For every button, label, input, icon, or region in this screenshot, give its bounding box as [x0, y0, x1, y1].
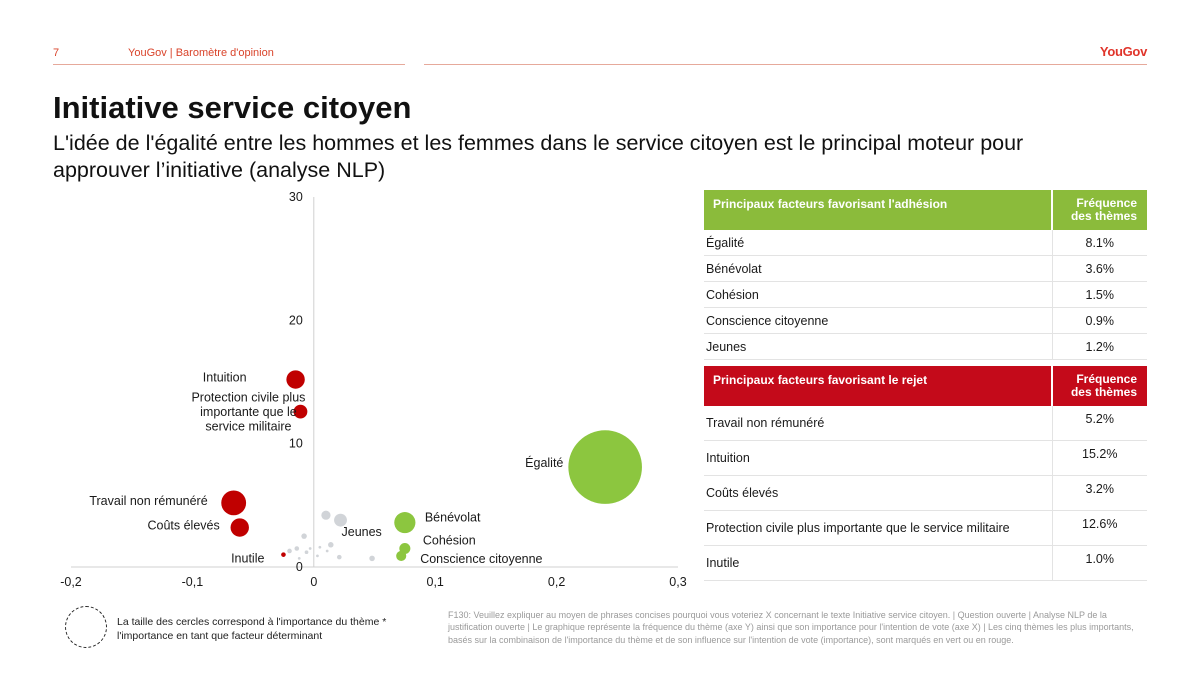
row-label: Bénévolat [704, 256, 1052, 282]
favorable-bubble [394, 512, 415, 533]
yougov-logo: YouGov [1099, 44, 1147, 59]
table-row [704, 282, 1147, 308]
table-row [704, 476, 1147, 511]
data-label: Coûts élevés [147, 518, 220, 533]
other-theme-bubble [301, 533, 307, 539]
rejet-bubble [286, 370, 304, 388]
x-tick-label: 0,3 [669, 575, 687, 589]
size-legend-circle-icon [65, 606, 107, 648]
other-theme-bubble [337, 555, 342, 560]
data-label: Travail non rémunéré [89, 493, 208, 508]
row-label: Cohésion [704, 282, 1052, 308]
row-value: 1.2% [1052, 334, 1147, 360]
other-theme-bubble [316, 555, 319, 558]
data-label: Intuition [202, 370, 247, 385]
row-value: 8.1% [1052, 230, 1147, 256]
data-label: Inutile [231, 551, 265, 566]
favorable-header-label: Principaux facteurs favorisant l'adhésion [704, 190, 1052, 230]
x-tick-label: 0 [310, 575, 318, 589]
x-tick-label: 0,1 [426, 575, 444, 589]
table-row [704, 256, 1147, 282]
row-label: Protection civile plus importante que le service militaire [704, 511, 1052, 546]
other-theme-bubble [309, 547, 312, 550]
row-value: 5.2% [1052, 406, 1147, 441]
favorable-factors-table [704, 190, 1147, 360]
data-label: Protection civile plus importante que le service militaire [191, 390, 306, 434]
footnote: F130: Veuillez expliquer au moyen de phrases concises pourquoi vous voteriez X concernant le texte Initiative service citoyen. | Question ouverte | Analyse NLP de la justification ouverte | Le graphique représente la fréquence du thème (axe Y) ainsi que son importance pour l'intention de vote (axe X) | Les cinq thèmes les plus importants, basés sur la combinaison de l'importance du thème et de son influence sur l'intention de vote (importance), sont marqués en vert ou en rouge. [448, 610, 1134, 645]
rejet-bubble [221, 490, 246, 515]
y-tick-label: 10 [288, 436, 303, 451]
table-row [704, 546, 1147, 581]
page-number: 7 [53, 47, 60, 59]
rejection-header-label: Principaux facteurs favorisant le rejet [704, 366, 1052, 406]
x-tick-label: -0,1 [181, 575, 204, 589]
page-subtitle: L'idée de l'égalité entre les hommes et les femmes dans le service citoyen est le principal moteur pour approuver l’initiative (analyse NLP) [53, 131, 1024, 182]
favorable-table-header [704, 190, 1147, 230]
other-theme-bubble [328, 542, 334, 548]
data-label: Jeunes [341, 525, 382, 540]
table-row [704, 406, 1147, 441]
header-brand: YouGov | Baromètre d'opinion [128, 47, 274, 59]
table-row [704, 441, 1147, 476]
row-value: 3.2% [1052, 476, 1147, 511]
row-value: 12.6% [1052, 511, 1147, 546]
row-value: 1.5% [1052, 282, 1147, 308]
row-value: 15.2% [1052, 441, 1147, 476]
row-value: 3.6% [1052, 256, 1147, 282]
y-tick-label: 30 [288, 190, 303, 204]
other-theme-bubble [369, 556, 375, 562]
row-label: Coûts élevés [704, 476, 1052, 511]
page-title: Initiative service citoyen [53, 90, 412, 125]
table-row [704, 230, 1147, 256]
row-label: Jeunes [704, 334, 1052, 360]
other-theme-bubble [298, 557, 301, 560]
x-tick-label: 0,2 [547, 575, 566, 589]
data-label: Bénévolat [424, 510, 481, 525]
favorable-bubble [568, 430, 642, 504]
data-label: Égalité [525, 456, 564, 471]
rejection-header-frequency: Fréquence des thèmes [1052, 366, 1147, 406]
row-label: Conscience citoyenne [704, 308, 1052, 334]
data-label: Cohésion [422, 533, 476, 548]
rejection-factors-table [704, 366, 1147, 581]
other-theme-bubble [318, 546, 321, 549]
table-row [704, 308, 1147, 334]
other-theme-bubble [305, 550, 309, 554]
favorable-header-frequency: Fréquence des thèmes [1052, 190, 1147, 230]
row-label: Inutile [704, 546, 1052, 581]
rejection-table-header [704, 366, 1147, 406]
row-value: 1.0% [1052, 546, 1147, 581]
table-row [704, 334, 1147, 360]
other-theme-bubble [295, 546, 300, 551]
y-tick-label: 20 [288, 313, 303, 328]
y-tick-label: 0 [295, 560, 303, 574]
other-theme-bubble [287, 549, 292, 554]
row-label: Égalité [704, 230, 1052, 256]
size-legend-text: La taille des cercles correspond à l'importance du thème * l'importance en tant que facteur déterminant [117, 616, 387, 642]
data-label: Conscience citoyenne [420, 551, 543, 566]
table-row [704, 511, 1147, 546]
other-theme-bubble [321, 511, 330, 520]
other-theme-bubble [326, 550, 329, 553]
row-label: Travail non rémunéré [704, 406, 1052, 441]
x-tick-label: -0,2 [60, 575, 82, 589]
row-label: Intuition [704, 441, 1052, 476]
rejet-bubble [231, 518, 249, 536]
row-value: 0.9% [1052, 308, 1147, 334]
favorable-bubble [396, 551, 406, 561]
rejet-bubble [281, 552, 286, 557]
